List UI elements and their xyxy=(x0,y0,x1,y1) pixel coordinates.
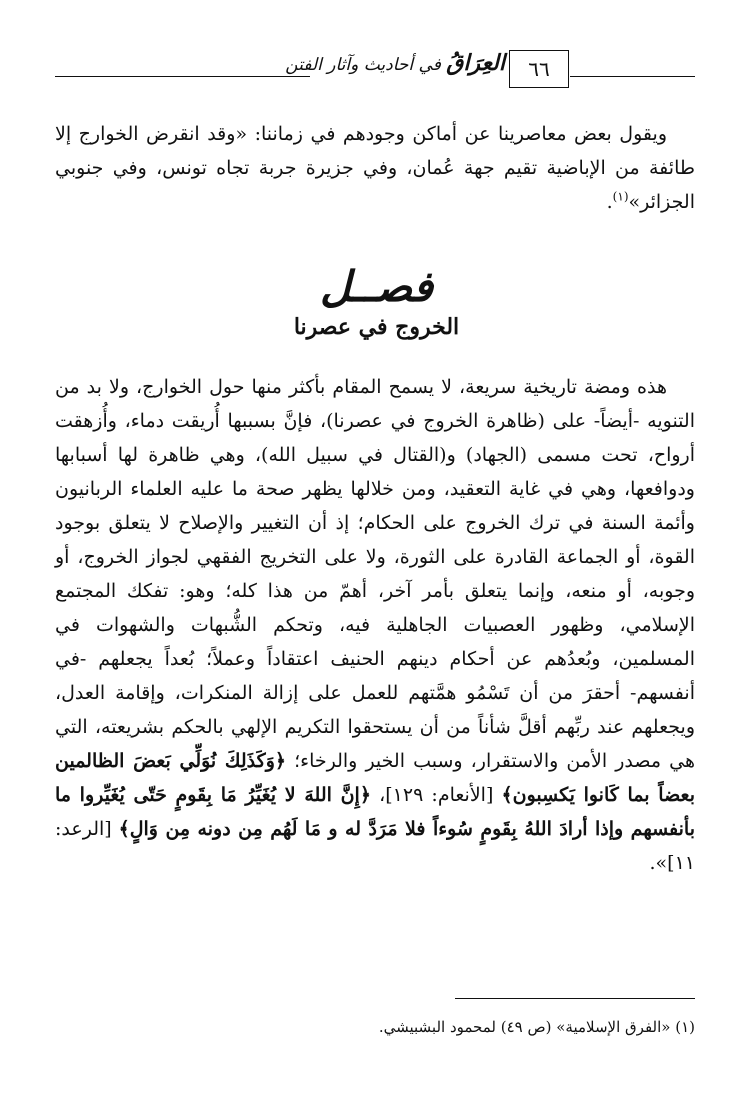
page-number: ٦٦ xyxy=(528,57,550,81)
running-title-main: العِرَاقُ xyxy=(446,50,505,76)
paragraph-1 xyxy=(55,117,695,219)
running-title-rest: في أحاديث وآثار الفتن xyxy=(285,55,447,75)
section-subtitle: الخروج في عصرنا xyxy=(293,314,460,340)
header-rule-right xyxy=(570,76,695,77)
page-header xyxy=(55,46,695,96)
header-rule-left xyxy=(55,76,310,77)
quran-verse-1: ﴿وَكَذَلِكَ نُوَلِّي بَعضَ الظالمين بعضاً بما كَانوا يَكسِبون﴾ xyxy=(55,750,695,806)
paragraph-1-text: ويقول بعض معاصرينا عن أماكن وجودهم في زماننا: «وقد انقرض الخوارج إلا طائفة من الإباضية تقيم جهة عُمان، وفي جزيرة جربة تجاه تونس، وفي جنوبي الجزائر» xyxy=(55,123,695,213)
running-title xyxy=(285,50,505,76)
citation-1: [الأنعام: ١٢٩]، xyxy=(370,784,502,806)
page-number-box xyxy=(509,50,569,88)
paragraph-2-text: هذه ومضة تاريخية سريعة، لا يسمح المقام بأكثر منها حول الخوارج، ولا بد من التنويه -أيضاً- على (ظاهرة الخروج في عصرنا)، فإنَّ بسببها أُريقت دماء، وأُزهقت أرواح، تحت مسمى (الجهاد) و(القتال في سبيل الله)، وهي ظاهرة لها أسبابها ودوافعها، وهي في غاية التعقيد، ومن خلالها يظهر صحة ما عليه العلماء الربانيون وأئمة السنة في ترك الخروج على الحكام؛ إذ أن التغيير والإصلاح لا يتعلق بوجود القوة، أو الجماعة القادرة على الثورة، ولا على التخريج الفقهي لجواز الخروج، أو وجوبه، أو منعه، وإنما يتعلق بأمر آخر، أهمّ من هذا كله؛ وهو: تفكك المجتمع الإسلامي، وظهور العصبيات الجاهلية فيه، وتحكم الشُّبهات والشهوات في المسلمين، وبُعدُهم عن أحكام دينهم الحنيف اعتقاداً وعملاً؛ بُعداً يجعلهم -في أنفسهم- أحقرَ من أن تَسْمُو همَّتهم للعمل على إزالة المنكرات، وإقامة العدل، ويجعلهم عند ربِّهم أقلَّ شأناً من أن يستحقوا التكريم الإلهي بالحكم بشريعته، التي هي مصدر الأمن والاستقرار، وسبب الخير والرخاء؛ xyxy=(55,376,695,772)
section-heading: فصــل xyxy=(320,262,433,311)
footnote-divider xyxy=(455,998,695,999)
paragraph-2 xyxy=(55,370,695,880)
citation-2: [الرعد: ١١]». xyxy=(55,818,695,874)
quran-verse-2: ﴿إِنَّ اللهَ لا يُغَيِّرُ مَا بِقَومٍ حَتّى يُغَيِّروا ما بأنفسهم وإذا أرادَ اللهُ بِقَومٍ سُوءاً فلا مَرَدَّ له و مَا لَهُم مِن دونه مِن وَالٍ﴾ xyxy=(55,784,695,840)
paragraph-1-end: . xyxy=(606,191,613,213)
footnote: (١) «الفرق الإسلامية» (ص ٤٩) لمحمود البشبيشي. xyxy=(378,1018,695,1036)
footnote-ref: (١) xyxy=(612,189,629,204)
